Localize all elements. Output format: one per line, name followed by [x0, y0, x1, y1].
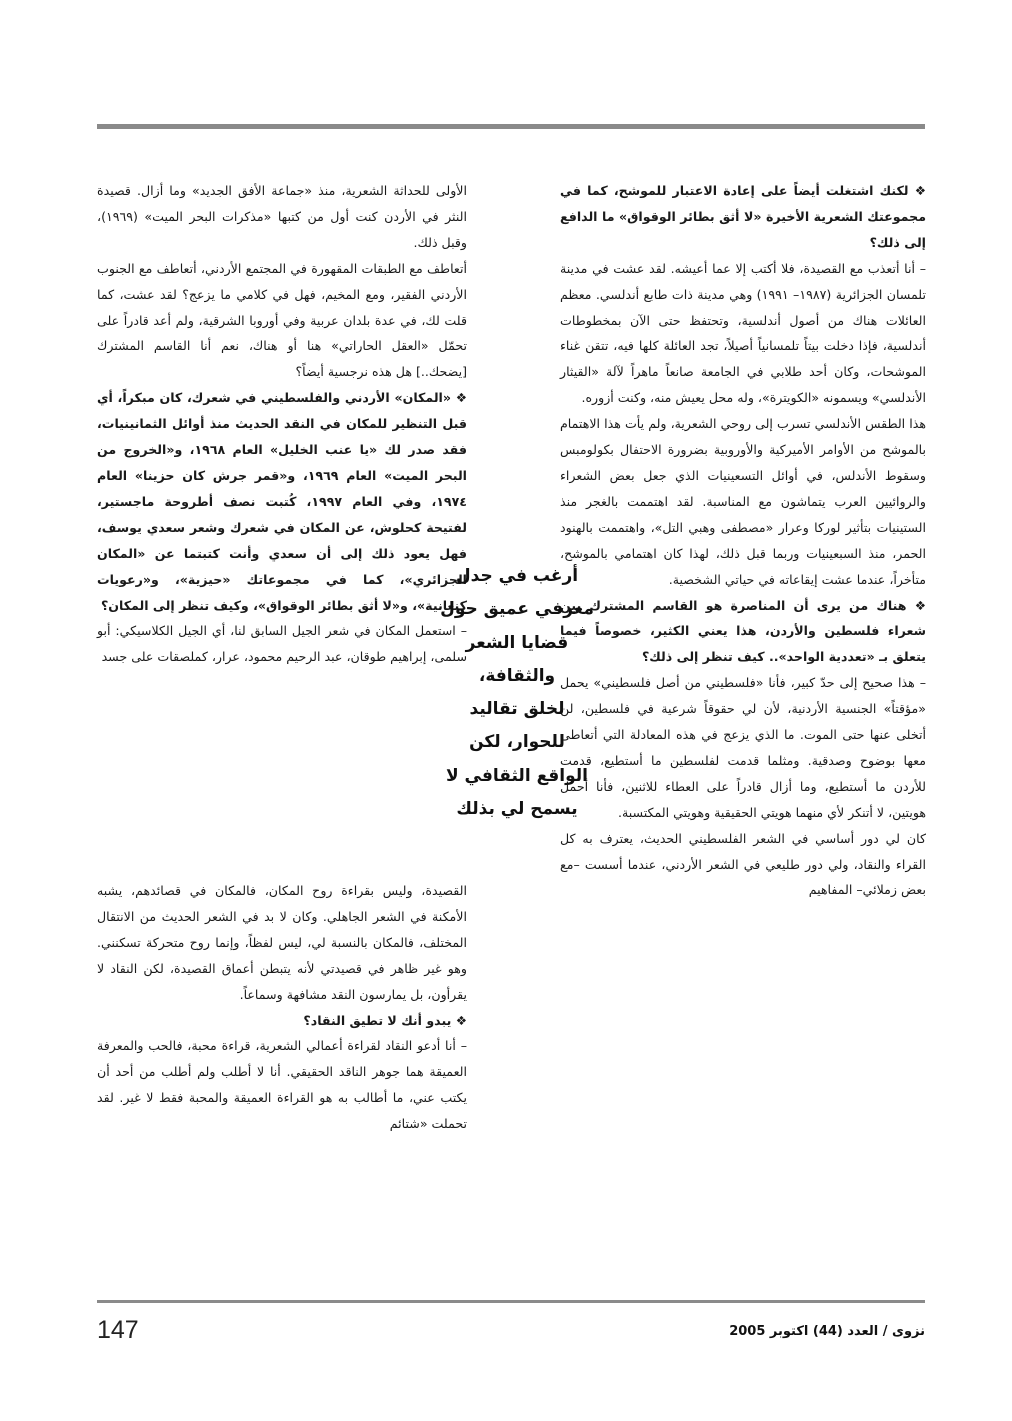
pull-quote-line: قضايا الشعر: [465, 632, 569, 653]
pull-quote-line: معرفي عميق حول: [440, 599, 594, 620]
pull-quote-line: يسمح لي بذلك: [456, 799, 578, 820]
bottom-rule: [97, 1300, 925, 1303]
pull-quote-line: الواقع الثقافي لا: [445, 765, 589, 786]
interview-answer: كان لي دور أساسي في الشعر الفلسطيني الحديث، يعترف به كل القراء والنقاد، ولي دور طليعي في الشعر الأردني، عندما أسست –مع بعض زملائي– المفاهيم: [560, 830, 926, 898]
pull-quote-line: أرغب في جدل: [455, 566, 579, 586]
pull-quote-line: لخلق تقاليد: [469, 699, 565, 720]
pull-quote-line: والثقافة،: [478, 665, 556, 686]
article-column-left-top: [97, 178, 467, 670]
article-column-right: [560, 178, 926, 903]
page-number: 147: [97, 1316, 139, 1344]
interview-question: ❖ «المكان» الأردني والفلسطيني في شعرك، كان مبكراً، أي قبل التنظير للمكان في النقد الحديث منذ أوائل الثمانينيات، فقد صدر لك «يا عنب الخليل» العام ١٩٦٨، و«الخروج من البحر الميت» العام ١٩٦٩، و«قمر جرش كان حزينا» العام ١٩٧٤، وفي العام ١٩٩٧، كُتبت نصف أطروحة ماجستير، لفتيحة كحلوش، عن المكان في شعرك وشعر سعدي يوسف، فهل يعود ذلك إلى أن سعدي وأنت كتبتما عن «المكان الجزائري»، كما في مجموعاتك «حيزية»، و«رعويات كنعانية»، و«لا أثق بطائر الوقواق»، وكيف تنظر إلى المكان؟: [97, 390, 467, 613]
interview-answer: الأولى للحداثة الشعرية، منذ «جماعة الأفق الجديد» وما أزال. قصيدة النثر في الأردن كنت أول من كتبها «مذكرات البحر الميت» (١٩٦٩)، وقبل ذلك.: [97, 183, 467, 250]
interview-answer: القصيدة، وليس بقراءة روح المكان، فالمكان في قصائدهم، يشبه الأمكنة في الشعر الجاهلي. وكان لا بد في الشعر الحديث من الانتقال المختلف، فالمكان بالنسبة لي، ليس لفظاً، وإنما روح متحركة تسكنني. وهو غير ظاهر في قصيدتي لأنه يتبطن أعماق القصيدة، لكن النقاد لا يقرأون، بل يمارسون النقد مشافهة وسماعاً.: [97, 883, 467, 1002]
interview-answer: هذا الطقس الأندلسي تسرب إلى روحي الشعرية، ولم يأت هذا الاهتمام بالموشح من الأوامر الأميركية والأوروبية بضرورة الاحتفال بكولومبس وسقوط الأندلس، في أوائل التسعينيات الذي جعل بعض الشعراء والروائيين العرب يتماشون مع المناسبة. لقد اهتممت بالغجر منذ الستينيات بتأثير لوركا وعرار «مصطفى وهبي التل»، واهتممت بالهنود الحمر، منذ السبعينيات وربما قبل ذلك، لهذا كان اهتمامي بالموشح، متأخراً، عندما عشت إيقاعاته في حياتي الشخصية.: [560, 416, 926, 587]
interview-answer: – هذا صحيح إلى حدّ كبير، فأنا «فلسطيني من أصل فلسطيني» يحمل «مؤقتاً» الجنسية الأردنية، لأن لي حقوقاً شرعية في فلسطين، لن أتخلى عنها حتى الموت. ما الذي يزعج في هذه المعادلة التي أتعاطى معها بوضوح وصدقية. ومثلما قدمت لفلسطين ما أستطيع، قدمت للأردن ما أستطيع، وما أزال قادراً على العطاء للاثنين، فأنا أحمل هويتين، لا أتنكر لأي منهما هويتي الحقيقية وهويتي المكتسبة.: [560, 675, 926, 820]
pull-quote: [437, 560, 597, 826]
interview-question: ❖ لكنك اشتغلت أيضاً على إعادة الاعتبار للموشح، كما في مجموعتك الشعرية الأخيرة «لا أثق بطائر الوقواق» ما الدافع إلى ذلك؟: [560, 183, 926, 250]
interview-answer: – أنا أدعو النقاد لقراءة أعمالي الشعرية، قراءة محبة، فالحب والمعرفة العميقة هما جوهر الناقد الحقيقي. أنا لا أطلب ولم أطلب من أحد أن يكتب عني، ما أطالب به هو القراءة العميقة والمحبة فقط لا غير. لقد تحملت «شتائم: [97, 1038, 467, 1132]
top-rule: [97, 124, 925, 129]
pull-quote-line: للحوار، لكن: [469, 732, 565, 753]
interview-question: ❖ هناك من يرى أن المناصرة هو القاسم المشترك بين شعراء فلسطين والأردن، هذا يعني الكثير، خصوصاً فيما يتعلق بـ «تعددية الواحد».. كيف تنظر إلى ذلك؟: [560, 597, 926, 665]
interview-answer: – استعمل المكان في شعر الجيل السابق لنا، أي الجيل الكلاسيكي: أبو سلمى، إبراهيم طوقان، عبد الرحيم محمود، عرار، كملصقات على جسد: [97, 623, 467, 665]
article-column-left-bottom: [97, 878, 467, 1137]
interview-question: ❖ يبدو أنك لا تطيق النقاد؟: [303, 1012, 467, 1028]
interview-answer: – أنا أتعذب مع القصيدة، فلا أكتب إلا عما أعيشه. لقد عشت في مدينة تلمسان الجزائرية (١٩٨٧– ١٩٩١) وهي مدينة ذات طابع أندلسي. معظم العائلات هناك من أصول أندلسية، وتحتفظ حتى الآن بمخطوطات أندلسية، فإذا دخلت بيتاً تلمسانياً أصيلاً، تجد العائلة كلها فيه، تتقن غناء الموشحات، وكان أحد طلابي في الجامعة صانعاً ماهراً لآلة «القيثار الأندلسي» ويسمونه «الكويترة»، وله محل يعيش منه، وكنت أزوره.: [560, 260, 926, 406]
interview-answer: أتعاطف مع الطبقات المقهورة في المجتمع الأردني، أتعاطف مع الجنوب الأردني الفقير، ومع المخيم، فهل في كلامي ما يزعج؟ لقد عشت، كما قلت لك، في عدة بلدان عربية وفي أوروبا الشرقية، ولم أعد قادراً على تحمّل «العقل الحاراتي» هنا أو هناك، نعم أنا القاسم المشترك [يضحك..] هل هذه نرجسية أيضاً؟: [97, 260, 467, 380]
issue-info: نزوى / العدد (44) اكتوبر 2005: [729, 1324, 925, 1339]
